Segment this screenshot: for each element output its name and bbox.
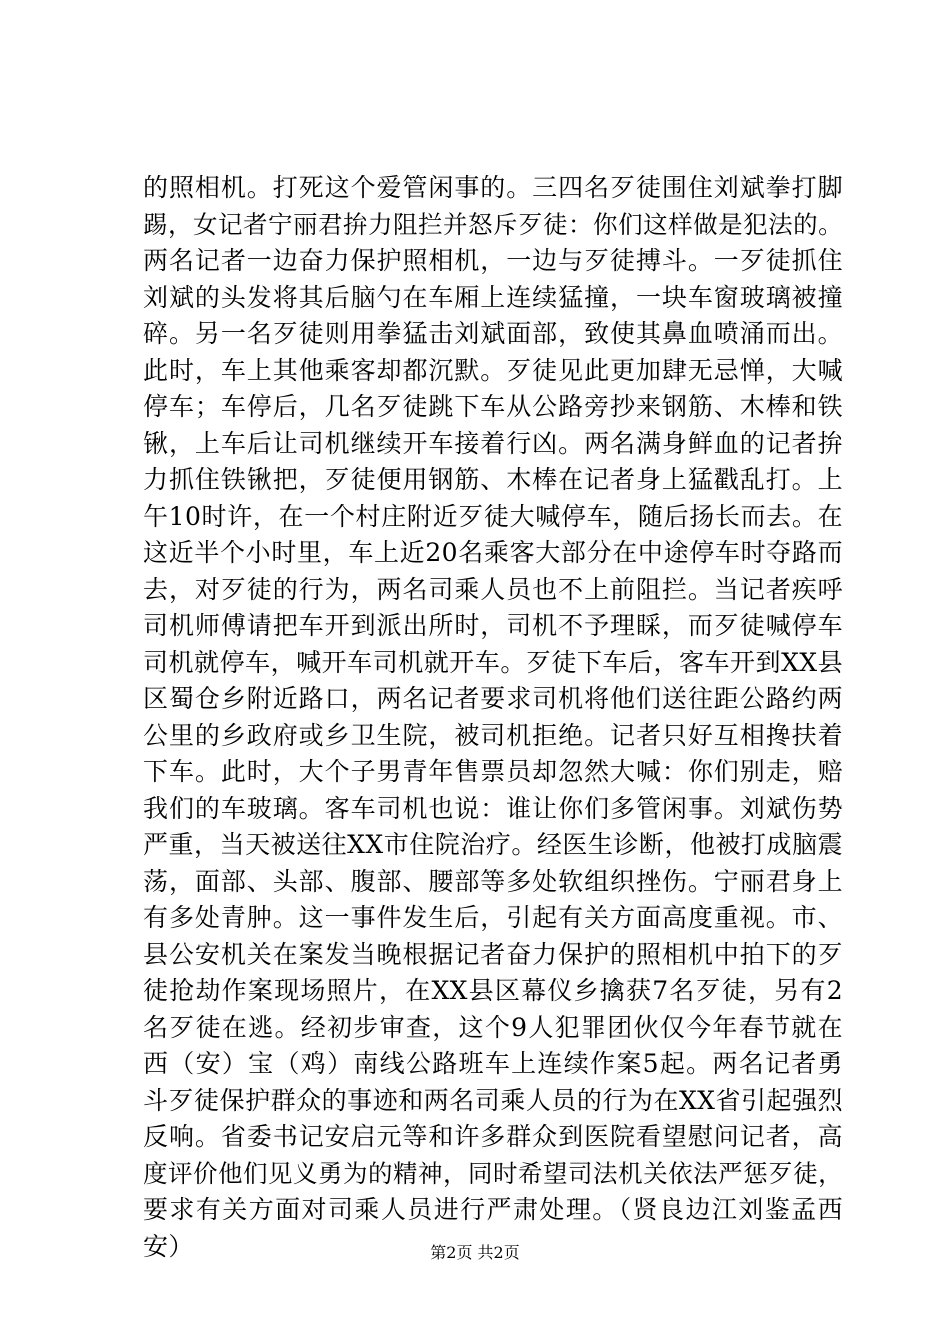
- text-line: 力抓住铁锹把，歹徒便用钢筋、木棒在记者身上猛戳乱打。上: [143, 465, 843, 494]
- body-text: [143, 170, 843, 1265]
- text-line-last: 安）: [143, 1231, 194, 1261]
- text-line: 刘斌的头发将其后脑勺在车厢上连续猛撞，一块车窗玻璃被撞: [143, 282, 843, 312]
- text-line: 徒抢劫作案现场照片，在XX县区幕仪乡擒获7名歹徒，另有2: [143, 976, 843, 1005]
- text-line: 要求有关方面对司乘人员进行严肃处理。（贤良边江刘鉴孟西: [143, 1195, 843, 1224]
- text-line: 斗歹徒保护群众的事迹和两名司乘人员的行为在XX省引起强烈: [143, 1085, 843, 1115]
- text-line: 我们的车玻璃。客车司机也说：谁让你们多管闲事。刘斌伤势: [143, 793, 843, 823]
- text-line: 这近半个小时里，车上近20名乘客大部分在中途停车时夺路而: [143, 538, 843, 567]
- text-line: 停车；车停后，几名歹徒跳下车从公路旁抄来钢筋、木棒和铁: [143, 392, 843, 421]
- text-line: 有多处青肿。这一事件发生后，引起有关方面高度重视。市、: [143, 903, 843, 932]
- text-line: 碎。另一名歹徒则用拳猛击刘斌面部，致使其鼻血喷涌而出。: [143, 319, 843, 348]
- text-line: 此时，车上其他乘客却都沉默。歹徒见此更加肆无忌惮，大喊: [143, 355, 843, 385]
- text-line: 锹，上车后让司机继续开车接着行凶。两名满身鲜血的记者拚: [143, 428, 843, 458]
- text-line: 踢，女记者宁丽君拚力阻拦并怒斥歹徒：你们这样做是犯法的。: [143, 209, 843, 239]
- text-line: 西（安）宝（鸡）南线公路班车上连续作案5起。两名记者勇: [143, 1049, 843, 1078]
- text-line: 的照相机。打死这个爱管闲事的。三四名歹徒围住刘斌拳打脚: [143, 173, 843, 202]
- text-line: 午10时许，在一个村庄附近歹徒大喊停车，随后扬长而去。在: [143, 501, 843, 531]
- text-line: 度评价他们见义勇为的精神，同时希望司法机关依法严惩歹徒，: [143, 1158, 843, 1188]
- text-line: 荡，面部、头部、腹部、腰部等多处软组织挫伤。宁丽君身上: [143, 866, 843, 896]
- text-line: 公里的乡政府或乡卫生院，被司机拒绝。记者只好互相搀扶着: [143, 720, 843, 750]
- page-number-footer: 第2页 共2页: [430, 1243, 520, 1262]
- text-line: 区蜀仓乡附近路口，两名记者要求司机将他们送往距公路约两: [143, 684, 843, 713]
- text-line: 严重，当天被送往XX市住院治疗。经医生诊断，他被打成脑震: [143, 830, 843, 859]
- text-line: 去，对歹徒的行为，两名司乘人员也不上前阻拦。当记者疾呼: [143, 574, 843, 604]
- text-line: 下车。此时，大个子男青年售票员却忽然大喊：你们别走，赔: [143, 757, 843, 786]
- text-line: 两名记者一边奋力保护照相机，一边与歹徒搏斗。一歹徒抓住: [143, 246, 843, 275]
- text-line: 司机就停车，喊开车司机就开车。歹徒下车后，客车开到XX县: [143, 647, 843, 677]
- text-line: 司机师傅请把车开到派出所时，司机不予理睬，而歹徒喊停车: [143, 611, 843, 640]
- text-line: 反响。省委书记安启元等和许多群众到医院看望慰问记者，高: [143, 1122, 843, 1151]
- text-line: 县公安机关在案发当晚根据记者奋力保护的照相机中拍下的歹: [143, 939, 843, 969]
- text-line: 名歹徒在逃。经初步审查，这个9人犯罪团伙仅今年春节就在: [143, 1012, 843, 1042]
